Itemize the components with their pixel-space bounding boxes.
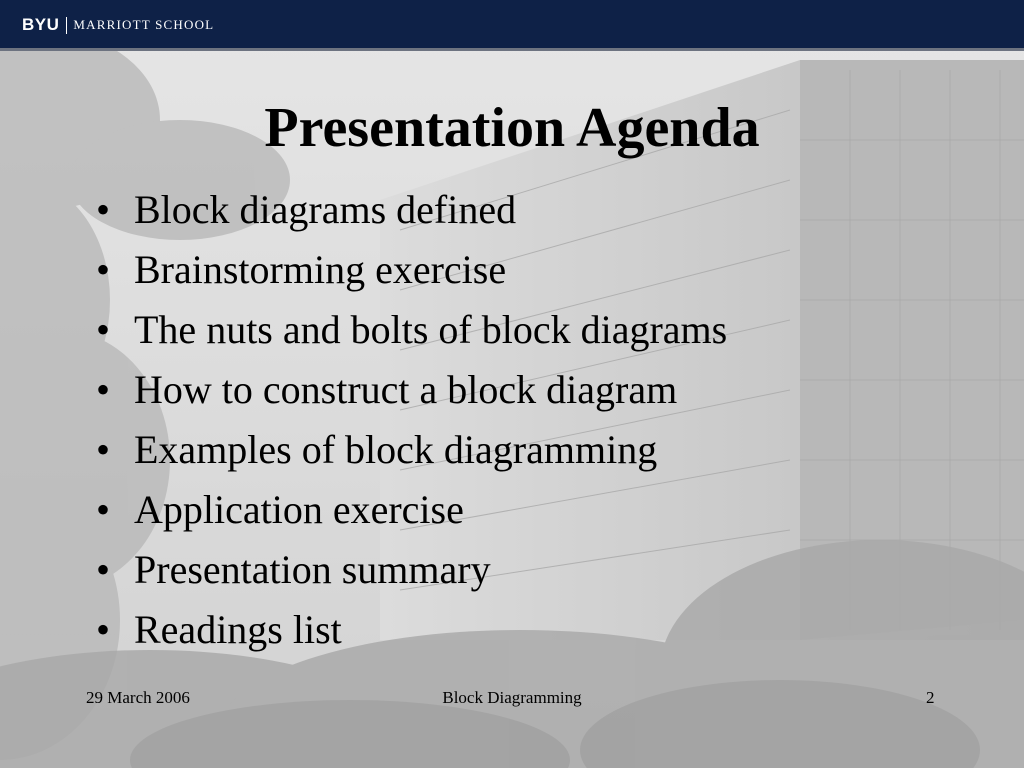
logo-divider bbox=[66, 17, 67, 34]
logo-school-name: MARRIOTT SCHOOL bbox=[73, 17, 215, 32]
slide-number: 2 bbox=[926, 688, 935, 707]
header-bar bbox=[0, 0, 1024, 51]
byu-marriott-logo bbox=[22, 15, 214, 35]
bullet-icon: • bbox=[96, 307, 111, 352]
bullet-icon: • bbox=[96, 247, 111, 292]
agenda-list bbox=[96, 180, 727, 660]
list-item bbox=[96, 600, 727, 660]
logo-byu: BYU bbox=[22, 15, 60, 34]
list-item-text: Readings list bbox=[134, 607, 342, 652]
list-item bbox=[96, 540, 727, 600]
list-item bbox=[96, 240, 727, 300]
bullet-icon: • bbox=[96, 607, 111, 652]
list-item-text: Examples of block diagramming bbox=[134, 427, 658, 472]
list-item bbox=[96, 180, 727, 240]
list-item bbox=[96, 360, 727, 420]
footer-title: Block Diagramming bbox=[442, 688, 582, 707]
footer-date: 29 March 2006 bbox=[86, 688, 190, 707]
list-item bbox=[96, 420, 727, 480]
list-item-text: How to construct a block diagram bbox=[134, 367, 678, 412]
list-item-text: Brainstorming exercise bbox=[134, 247, 507, 292]
bullet-icon: • bbox=[96, 367, 111, 412]
list-item bbox=[96, 300, 727, 360]
list-item-text: The nuts and bolts of block diagrams bbox=[134, 307, 728, 352]
list-item-text: Application exercise bbox=[134, 487, 464, 532]
list-item bbox=[96, 480, 727, 540]
bullet-icon: • bbox=[96, 427, 111, 472]
bullet-icon: • bbox=[96, 187, 111, 232]
list-item-text: Block diagrams defined bbox=[134, 187, 517, 232]
list-item-text: Presentation summary bbox=[134, 547, 491, 592]
bullet-icon: • bbox=[96, 547, 111, 592]
slide-title: Presentation Agenda bbox=[264, 97, 760, 159]
bullet-icon: • bbox=[96, 487, 111, 532]
